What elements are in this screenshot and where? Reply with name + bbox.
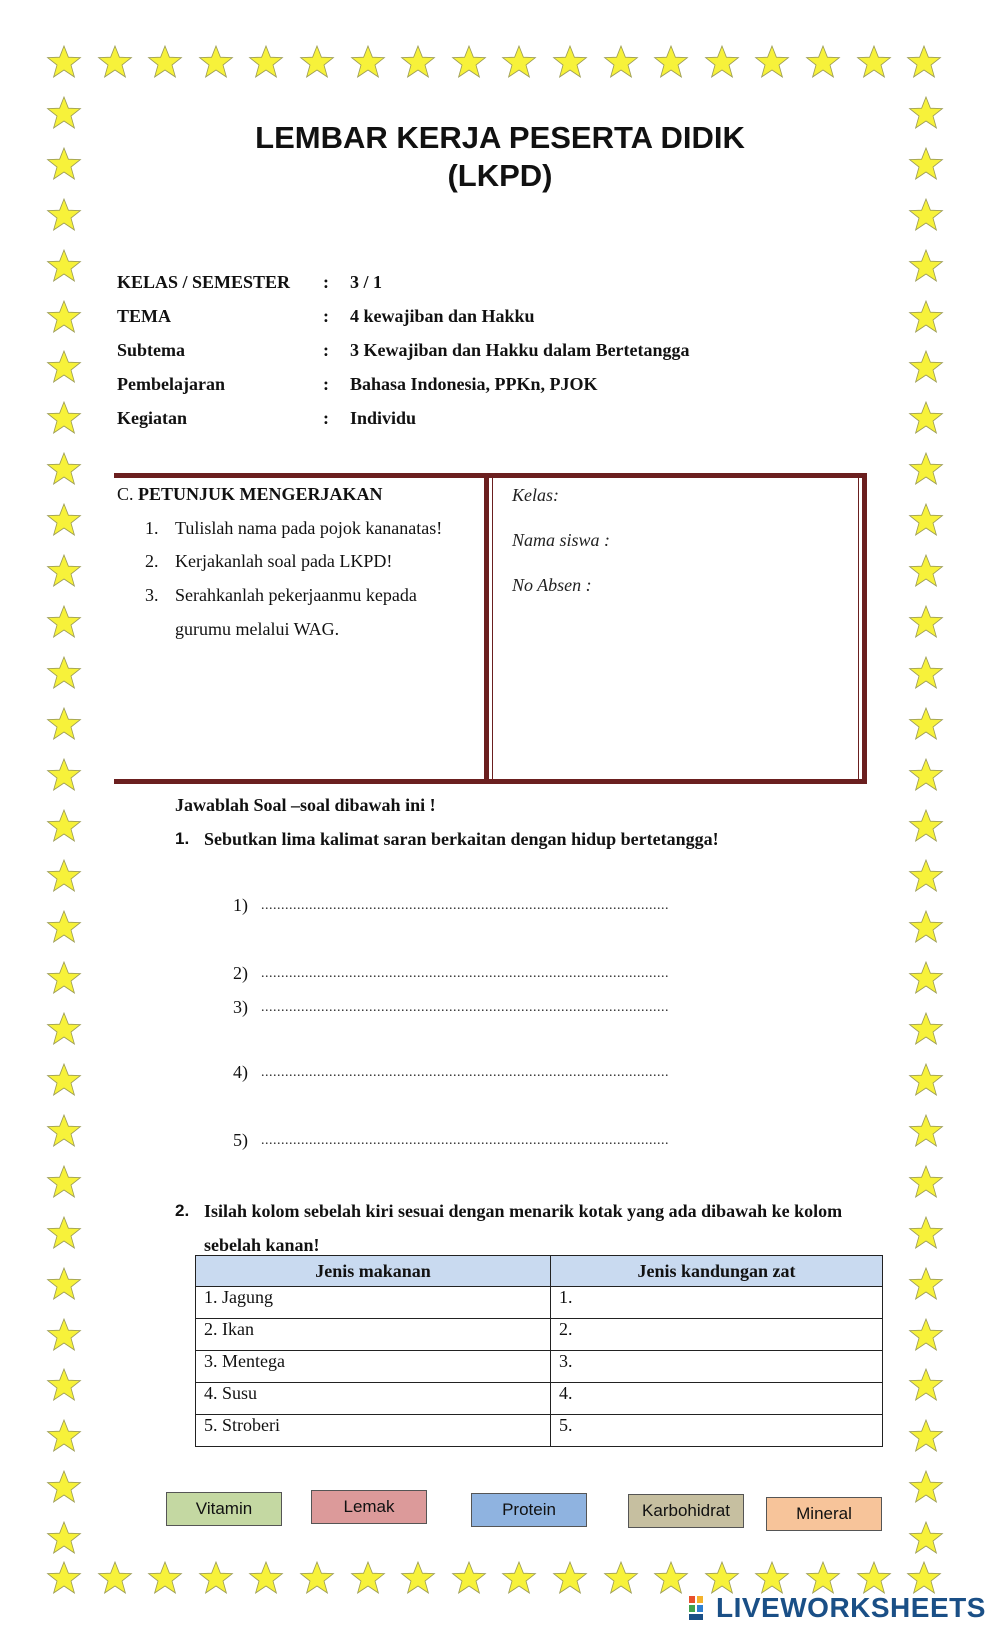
star-icon xyxy=(653,1560,689,1596)
food-cell: 5. Stroberi xyxy=(196,1415,551,1447)
instructions-heading xyxy=(117,484,383,505)
box-right-border-inner xyxy=(858,473,859,784)
star-icon xyxy=(754,44,790,80)
answer-number: 5) xyxy=(233,1130,248,1150)
star-icon xyxy=(908,400,944,436)
star-icon xyxy=(908,299,944,335)
food-cell: 3. Mentega xyxy=(196,1351,551,1383)
star-icon xyxy=(46,655,82,691)
nutrient-drop-cell[interactable]: 5. xyxy=(551,1415,883,1447)
star-icon xyxy=(908,349,944,385)
box-bottom-border xyxy=(114,779,867,784)
star-icon xyxy=(552,1560,588,1596)
instructions-prefix: C. xyxy=(117,484,134,504)
info-colon: : xyxy=(323,306,329,326)
nutrient-drop-cell[interactable]: 1. xyxy=(551,1287,883,1319)
info-value: Individu xyxy=(350,408,417,428)
star-icon xyxy=(908,248,944,284)
star-icon xyxy=(451,44,487,80)
liveworksheets-logo[interactable] xyxy=(688,1590,986,1626)
star-icon xyxy=(147,1560,183,1596)
star-icon xyxy=(653,44,689,80)
star-icon xyxy=(46,909,82,945)
info-label: Pembelajaran xyxy=(117,374,225,394)
column-header-nutrient: Jenis kandungan zat xyxy=(551,1256,883,1287)
nama-siswa-field[interactable]: Nama siswa : xyxy=(512,530,611,550)
chip-vitamin[interactable]: Vitamin xyxy=(166,1492,282,1526)
info-colon: : xyxy=(323,408,329,428)
info-row-tema xyxy=(117,306,817,336)
star-icon xyxy=(908,858,944,894)
instruction-text: Serahkanlah pekerjaanmu kepada xyxy=(175,585,417,605)
star-icon xyxy=(908,808,944,844)
nutrient-drop-cell[interactable]: 4. xyxy=(551,1383,883,1415)
table-row xyxy=(196,1415,883,1447)
chip-karbohidrat[interactable]: Karbohidrat xyxy=(628,1494,744,1528)
chip-protein[interactable]: Protein xyxy=(471,1493,587,1527)
star-icon xyxy=(400,1560,436,1596)
star-icon xyxy=(46,1113,82,1149)
star-icon xyxy=(46,808,82,844)
box-right-border xyxy=(862,473,867,784)
answer-line-1[interactable]: ...................................................................................................... xyxy=(261,898,669,913)
star-icon xyxy=(856,44,892,80)
star-icon xyxy=(501,1560,537,1596)
star-icon xyxy=(147,44,183,80)
star-icon xyxy=(908,553,944,589)
box-divider xyxy=(484,473,489,784)
info-label: KELAS / SEMESTER xyxy=(117,272,291,292)
matching-table xyxy=(195,1255,883,1447)
instruction-num: 2. xyxy=(145,551,159,571)
star-icon xyxy=(299,44,335,80)
star-icon xyxy=(908,197,944,233)
answer-line-3[interactable]: ...................................................................................................... xyxy=(261,1000,669,1015)
star-icon xyxy=(400,44,436,80)
star-icon xyxy=(908,909,944,945)
kelas-field[interactable]: Kelas: xyxy=(512,485,559,505)
star-icon xyxy=(908,1062,944,1098)
star-icon xyxy=(552,44,588,80)
answer-number: 2) xyxy=(233,963,248,983)
star-icon xyxy=(906,44,942,80)
info-colon: : xyxy=(323,272,329,292)
star-icon xyxy=(908,1113,944,1149)
star-icon xyxy=(46,604,82,640)
instruction-num: 3. xyxy=(145,585,159,605)
star-icon xyxy=(46,248,82,284)
star-icon xyxy=(248,1560,284,1596)
star-icon xyxy=(46,400,82,436)
star-icon xyxy=(299,1560,335,1596)
star-icon xyxy=(46,757,82,793)
star-icon xyxy=(46,197,82,233)
star-icon xyxy=(46,1367,82,1403)
nutrient-drop-cell[interactable]: 3. xyxy=(551,1351,883,1383)
star-icon xyxy=(908,757,944,793)
column-header-food: Jenis makanan xyxy=(196,1256,551,1287)
info-row-subtema xyxy=(117,340,817,370)
star-icon xyxy=(908,1520,944,1556)
star-icon xyxy=(46,44,82,80)
star-icon xyxy=(350,44,386,80)
star-icon xyxy=(603,1560,639,1596)
instruction-text: Kerjakanlah soal pada LKPD! xyxy=(175,551,393,571)
star-icon xyxy=(501,44,537,80)
instruction-num: 1. xyxy=(145,518,159,538)
star-icon xyxy=(46,451,82,487)
star-icon xyxy=(46,858,82,894)
chip-mineral[interactable]: Mineral xyxy=(766,1497,882,1531)
info-value: Bahasa Indonesia, PPKn, PJOK xyxy=(350,374,598,394)
food-cell: 2. Ikan xyxy=(196,1319,551,1351)
star-icon xyxy=(46,1520,82,1556)
title-line-1: LEMBAR KERJA PESERTA DIDIK xyxy=(255,120,745,155)
star-icon xyxy=(805,44,841,80)
question-1-number: 1. xyxy=(175,829,190,848)
answer-number: 4) xyxy=(233,1062,248,1082)
star-icon xyxy=(46,706,82,742)
star-icon xyxy=(908,1215,944,1251)
info-colon: : xyxy=(323,374,329,394)
star-icon xyxy=(908,1164,944,1200)
info-colon: : xyxy=(323,340,329,360)
info-label: TEMA xyxy=(117,306,171,326)
instruction-text: Tulislah nama pada pojok kananatas! xyxy=(175,518,443,538)
box-divider-inner xyxy=(492,473,493,784)
question-1-text: Sebutkan lima kalimat saran berkaitan dengan hidup bertetangga! xyxy=(204,829,719,849)
logo-text: LIVEWORKSHEETS xyxy=(716,1592,986,1623)
star-icon xyxy=(46,349,82,385)
star-icon xyxy=(908,1317,944,1353)
star-icon xyxy=(908,604,944,640)
star-icon xyxy=(908,1011,944,1047)
answer-number: 1) xyxy=(233,895,248,915)
star-icon xyxy=(908,451,944,487)
star-icon xyxy=(451,1560,487,1596)
table-row xyxy=(196,1287,883,1319)
nutrient-drop-cell[interactable]: 2. xyxy=(551,1319,883,1351)
chip-lemak[interactable]: Lemak xyxy=(311,1490,427,1524)
answer-number: 3) xyxy=(233,997,248,1017)
star-icon xyxy=(97,44,133,80)
star-icon xyxy=(46,1418,82,1454)
star-icon xyxy=(908,502,944,538)
star-icon xyxy=(350,1560,386,1596)
star-icon xyxy=(908,1418,944,1454)
star-icon xyxy=(46,1560,82,1596)
table-row xyxy=(196,1351,883,1383)
food-cell: 1. Jagung xyxy=(196,1287,551,1319)
star-icon xyxy=(46,1062,82,1098)
info-label: Subtema xyxy=(117,340,186,360)
answer-line-5[interactable]: ...................................................................................................... xyxy=(261,1133,669,1148)
table-row xyxy=(196,1319,883,1351)
question-2-text-line-2: sebelah kanan! xyxy=(204,1235,320,1255)
star-icon xyxy=(908,1367,944,1403)
info-value: 3 / 1 xyxy=(350,272,383,292)
star-icon xyxy=(908,655,944,691)
star-icon xyxy=(908,960,944,996)
star-icon xyxy=(908,1266,944,1302)
star-icon xyxy=(704,44,740,80)
star-icon xyxy=(603,44,639,80)
star-icon xyxy=(46,502,82,538)
title-line-2: (LKPD) xyxy=(447,158,553,193)
table-header-row xyxy=(196,1256,883,1287)
star-icon xyxy=(46,1469,82,1505)
question-2-number: 2. xyxy=(175,1201,190,1220)
star-icon xyxy=(248,44,284,80)
answer-line-4[interactable]: ...................................................................................................... xyxy=(261,1065,669,1080)
questions-intro: Jawablah Soal –soal dibawah ini ! xyxy=(175,795,436,815)
instructions-title: PETUNJUK MENGERJAKAN xyxy=(138,484,383,504)
star-icon xyxy=(198,1560,234,1596)
star-icon xyxy=(46,960,82,996)
food-cell: 4. Susu xyxy=(196,1383,551,1415)
star-icon xyxy=(46,299,82,335)
star-icon xyxy=(46,1011,82,1047)
info-label: Kegiatan xyxy=(117,408,187,428)
liveworksheets-icon xyxy=(688,1594,712,1622)
info-value: 4 kewajiban dan Hakku xyxy=(350,306,535,326)
instruction-text: gurumu melalui WAG. xyxy=(175,619,340,639)
info-row-kelas xyxy=(117,272,817,302)
star-icon xyxy=(46,1266,82,1302)
table-row xyxy=(196,1383,883,1415)
answer-line-2[interactable]: ...................................................................................................... xyxy=(261,966,669,981)
star-icon xyxy=(97,1560,133,1596)
info-value: 3 Kewajiban dan Hakku dalam Bertetangga xyxy=(350,340,690,360)
star-icon xyxy=(908,1469,944,1505)
star-icon xyxy=(198,44,234,80)
star-icon xyxy=(46,1215,82,1251)
star-icon xyxy=(46,1164,82,1200)
star-icon xyxy=(46,1317,82,1353)
question-2-text-line-1: Isilah kolom sebelah kiri sesuai dengan menarik kotak yang ada dibawah ke kolom xyxy=(204,1201,843,1221)
star-icon xyxy=(908,706,944,742)
star-icon xyxy=(46,553,82,589)
no-absen-field[interactable]: No Absen : xyxy=(512,575,592,595)
box-top-border xyxy=(114,473,867,478)
info-row-kegiatan xyxy=(117,408,817,438)
info-row-pembelajaran xyxy=(117,374,817,404)
